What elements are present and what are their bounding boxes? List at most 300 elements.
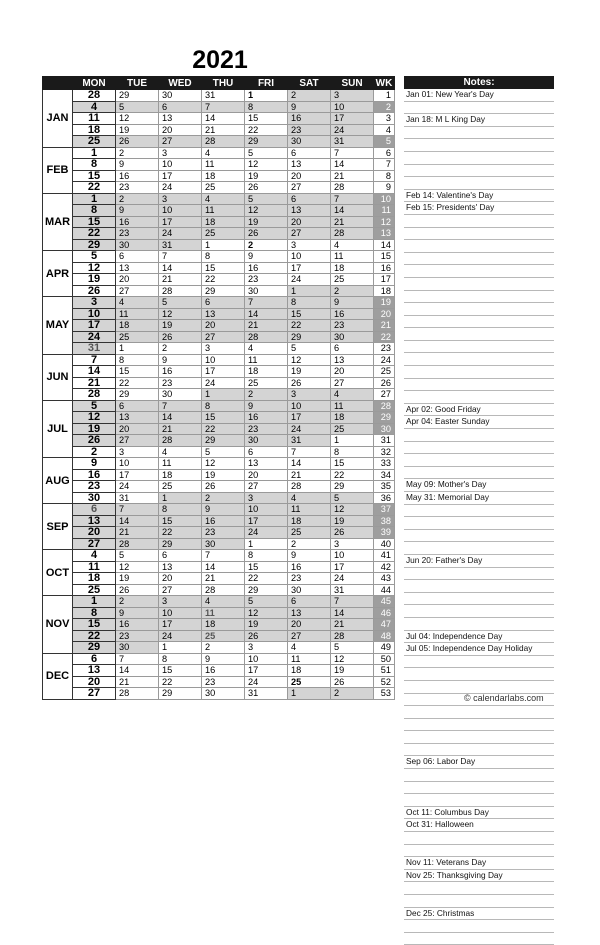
day-cell[interactable]: 11 xyxy=(73,113,116,125)
day-cell[interactable]: 21 xyxy=(331,170,374,182)
day-cell[interactable]: 18 xyxy=(73,124,116,136)
day-cell[interactable]: 4 xyxy=(159,446,202,458)
day-cell[interactable]: 10 xyxy=(288,251,331,263)
day-cell[interactable]: 14 xyxy=(116,515,159,527)
day-cell[interactable]: 14 xyxy=(245,308,288,320)
day-cell[interactable]: 12 xyxy=(245,607,288,619)
note-line[interactable] xyxy=(404,769,554,782)
note-line[interactable] xyxy=(404,278,554,291)
day-cell[interactable]: 17 xyxy=(159,216,202,228)
day-cell[interactable]: 7 xyxy=(202,101,245,113)
day-cell[interactable]: 22 xyxy=(159,527,202,539)
day-cell[interactable]: 3 xyxy=(245,642,288,654)
day-cell[interactable]: 2 xyxy=(202,492,245,504)
day-cell[interactable]: 3 xyxy=(245,492,288,504)
note-line[interactable] xyxy=(404,706,554,719)
day-cell[interactable]: 1 xyxy=(73,596,116,608)
day-cell[interactable]: 25 xyxy=(73,584,116,596)
day-cell[interactable]: 20 xyxy=(159,124,202,136)
day-cell[interactable]: 5 xyxy=(245,596,288,608)
day-cell[interactable]: 2 xyxy=(116,193,159,205)
day-cell[interactable]: 6 xyxy=(73,653,116,665)
day-cell[interactable]: 15 xyxy=(73,216,116,228)
day-cell[interactable]: 6 xyxy=(245,446,288,458)
day-cell[interactable]: 19 xyxy=(116,573,159,585)
day-cell[interactable]: 1 xyxy=(159,492,202,504)
day-cell[interactable]: 8 xyxy=(73,607,116,619)
day-cell[interactable]: 4 xyxy=(202,147,245,159)
day-cell[interactable]: 4 xyxy=(116,297,159,309)
day-cell[interactable]: 21 xyxy=(116,527,159,539)
day-cell[interactable]: 27 xyxy=(288,228,331,240)
day-cell[interactable]: 15 xyxy=(116,366,159,378)
day-cell[interactable]: 22 xyxy=(116,377,159,389)
day-cell[interactable]: 26 xyxy=(202,481,245,493)
day-cell[interactable]: 29 xyxy=(202,285,245,297)
note-line[interactable]: Oct 31: Halloween xyxy=(404,819,554,832)
day-cell[interactable]: 27 xyxy=(73,688,116,700)
day-cell[interactable]: 4 xyxy=(288,492,331,504)
day-cell[interactable]: 10 xyxy=(245,653,288,665)
day-cell[interactable]: 17 xyxy=(331,113,374,125)
day-cell[interactable]: 21 xyxy=(159,423,202,435)
day-cell[interactable]: 13 xyxy=(202,308,245,320)
day-cell[interactable]: 27 xyxy=(245,481,288,493)
day-cell[interactable]: 9 xyxy=(116,205,159,217)
day-cell[interactable]: 18 xyxy=(116,320,159,332)
day-cell[interactable]: 10 xyxy=(159,159,202,171)
day-cell[interactable]: 28 xyxy=(288,481,331,493)
day-cell[interactable]: 16 xyxy=(159,366,202,378)
day-cell[interactable]: 28 xyxy=(331,182,374,194)
day-cell[interactable]: 11 xyxy=(202,607,245,619)
note-line[interactable] xyxy=(404,353,554,366)
day-cell[interactable]: 13 xyxy=(116,412,159,424)
day-cell[interactable]: 5 xyxy=(245,147,288,159)
day-cell[interactable]: 9 xyxy=(116,607,159,619)
day-cell[interactable]: 19 xyxy=(288,366,331,378)
day-cell[interactable]: 26 xyxy=(331,527,374,539)
day-cell[interactable]: 8 xyxy=(73,205,116,217)
day-cell[interactable]: 4 xyxy=(202,596,245,608)
day-cell[interactable]: 22 xyxy=(159,676,202,688)
day-cell[interactable]: 4 xyxy=(245,343,288,355)
day-cell[interactable]: 2 xyxy=(245,239,288,251)
note-line[interactable] xyxy=(404,605,554,618)
day-cell[interactable]: 1 xyxy=(245,538,288,550)
day-cell[interactable]: 16 xyxy=(288,113,331,125)
day-cell[interactable]: 28 xyxy=(331,228,374,240)
day-cell[interactable]: 8 xyxy=(159,504,202,516)
day-cell[interactable]: 28 xyxy=(159,285,202,297)
day-cell[interactable]: 28 xyxy=(159,435,202,447)
day-cell[interactable]: 15 xyxy=(73,619,116,631)
day-cell[interactable]: 11 xyxy=(116,308,159,320)
day-cell[interactable]: 18 xyxy=(202,216,245,228)
day-cell[interactable]: 26 xyxy=(245,182,288,194)
day-cell[interactable]: 12 xyxy=(73,262,116,274)
day-cell[interactable]: 22 xyxy=(73,630,116,642)
note-line[interactable] xyxy=(404,328,554,341)
day-cell[interactable]: 8 xyxy=(73,159,116,171)
day-cell[interactable]: 11 xyxy=(159,458,202,470)
day-cell[interactable]: 19 xyxy=(159,320,202,332)
day-cell[interactable]: 19 xyxy=(73,423,116,435)
day-cell[interactable]: 23 xyxy=(116,630,159,642)
day-cell[interactable]: 10 xyxy=(202,354,245,366)
note-line[interactable] xyxy=(404,215,554,228)
day-cell[interactable]: 22 xyxy=(202,423,245,435)
day-cell[interactable]: 12 xyxy=(159,308,202,320)
day-cell[interactable]: 23 xyxy=(202,676,245,688)
note-line[interactable]: Jul 04: Independence Day xyxy=(404,631,554,644)
note-line[interactable] xyxy=(404,152,554,165)
day-cell[interactable]: 29 xyxy=(202,435,245,447)
day-cell[interactable]: 27 xyxy=(331,377,374,389)
day-cell[interactable]: 26 xyxy=(331,676,374,688)
day-cell[interactable]: 9 xyxy=(116,159,159,171)
day-cell[interactable]: 11 xyxy=(73,561,116,573)
day-cell[interactable]: 1 xyxy=(288,688,331,700)
day-cell[interactable]: 3 xyxy=(159,193,202,205)
day-cell[interactable]: 13 xyxy=(116,262,159,274)
day-cell[interactable]: 11 xyxy=(245,354,288,366)
day-cell[interactable]: 26 xyxy=(288,377,331,389)
day-cell[interactable]: 2 xyxy=(159,343,202,355)
day-cell[interactable]: 13 xyxy=(288,159,331,171)
day-cell[interactable]: 26 xyxy=(116,584,159,596)
day-cell[interactable]: 20 xyxy=(159,573,202,585)
day-cell[interactable]: 9 xyxy=(288,101,331,113)
note-line[interactable] xyxy=(404,429,554,442)
day-cell[interactable]: 15 xyxy=(245,561,288,573)
day-cell[interactable]: 24 xyxy=(331,124,374,136)
note-line[interactable] xyxy=(404,391,554,404)
day-cell[interactable]: 18 xyxy=(73,573,116,585)
note-line[interactable] xyxy=(404,794,554,807)
note-line[interactable] xyxy=(404,303,554,316)
day-cell[interactable]: 5 xyxy=(331,492,374,504)
day-cell[interactable]: 8 xyxy=(245,101,288,113)
day-cell[interactable]: 12 xyxy=(331,504,374,516)
note-line[interactable] xyxy=(404,454,554,467)
day-cell[interactable]: 3 xyxy=(202,343,245,355)
day-cell[interactable]: 9 xyxy=(202,653,245,665)
day-cell[interactable]: 24 xyxy=(159,182,202,194)
day-cell[interactable]: 17 xyxy=(73,320,116,332)
day-cell[interactable]: 13 xyxy=(159,113,202,125)
day-cell[interactable]: 18 xyxy=(159,469,202,481)
day-cell[interactable]: 29 xyxy=(288,331,331,343)
day-cell[interactable]: 9 xyxy=(245,251,288,263)
day-cell[interactable]: 4 xyxy=(331,389,374,401)
day-cell[interactable]: 28 xyxy=(73,389,116,401)
day-cell[interactable]: 14 xyxy=(73,366,116,378)
day-cell[interactable]: 6 xyxy=(116,251,159,263)
day-cell[interactable]: 7 xyxy=(245,297,288,309)
day-cell[interactable]: 8 xyxy=(202,400,245,412)
day-cell[interactable]: 2 xyxy=(331,285,374,297)
day-cell[interactable]: 5 xyxy=(202,446,245,458)
day-cell[interactable]: 7 xyxy=(288,446,331,458)
day-cell[interactable]: 20 xyxy=(116,274,159,286)
note-line[interactable] xyxy=(404,530,554,543)
day-cell[interactable]: 23 xyxy=(245,274,288,286)
day-cell[interactable]: 24 xyxy=(331,573,374,585)
day-cell[interactable]: 21 xyxy=(245,320,288,332)
note-line[interactable] xyxy=(404,580,554,593)
day-cell[interactable]: 25 xyxy=(202,630,245,642)
day-cell[interactable]: 11 xyxy=(202,159,245,171)
day-cell[interactable]: 6 xyxy=(331,343,374,355)
day-cell[interactable]: 9 xyxy=(73,458,116,470)
note-line[interactable] xyxy=(404,127,554,140)
day-cell[interactable]: 25 xyxy=(245,377,288,389)
day-cell[interactable]: 23 xyxy=(159,377,202,389)
day-cell[interactable]: 24 xyxy=(159,228,202,240)
day-cell[interactable]: 12 xyxy=(116,561,159,573)
day-cell[interactable]: 25 xyxy=(331,274,374,286)
day-cell[interactable]: 2 xyxy=(288,538,331,550)
day-cell[interactable]: 5 xyxy=(288,343,331,355)
note-line[interactable]: May 09: Mother's Day xyxy=(404,479,554,492)
day-cell[interactable]: 1 xyxy=(245,90,288,102)
day-cell[interactable]: 1 xyxy=(202,389,245,401)
note-line[interactable]: Feb 15: Presidents' Day xyxy=(404,202,554,215)
day-cell[interactable]: 25 xyxy=(73,136,116,148)
day-cell[interactable]: 20 xyxy=(288,216,331,228)
day-cell[interactable]: 24 xyxy=(245,676,288,688)
day-cell[interactable]: 20 xyxy=(202,320,245,332)
day-cell[interactable]: 22 xyxy=(73,182,116,194)
day-cell[interactable]: 29 xyxy=(116,389,159,401)
day-cell[interactable]: 22 xyxy=(245,124,288,136)
day-cell[interactable]: 13 xyxy=(159,561,202,573)
day-cell[interactable]: 8 xyxy=(202,251,245,263)
note-line[interactable] xyxy=(404,467,554,480)
day-cell[interactable]: 16 xyxy=(331,308,374,320)
note-line[interactable] xyxy=(404,731,554,744)
day-cell[interactable]: 14 xyxy=(202,561,245,573)
day-cell[interactable]: 24 xyxy=(288,274,331,286)
day-cell[interactable]: 28 xyxy=(202,136,245,148)
day-cell[interactable]: 21 xyxy=(159,274,202,286)
day-cell[interactable]: 19 xyxy=(245,170,288,182)
day-cell[interactable]: 6 xyxy=(202,297,245,309)
day-cell[interactable]: 15 xyxy=(288,308,331,320)
day-cell[interactable]: 26 xyxy=(73,285,116,297)
day-cell[interactable]: 5 xyxy=(73,251,116,263)
day-cell[interactable]: 23 xyxy=(116,182,159,194)
day-cell[interactable]: 26 xyxy=(245,630,288,642)
day-cell[interactable]: 9 xyxy=(288,550,331,562)
day-cell[interactable]: 16 xyxy=(245,412,288,424)
day-cell[interactable]: 19 xyxy=(73,274,116,286)
day-cell[interactable]: 23 xyxy=(73,481,116,493)
day-cell[interactable]: 28 xyxy=(331,630,374,642)
day-cell[interactable]: 4 xyxy=(202,193,245,205)
day-cell[interactable]: 26 xyxy=(245,228,288,240)
day-cell[interactable]: 9 xyxy=(245,400,288,412)
day-cell[interactable]: 4 xyxy=(73,550,116,562)
day-cell[interactable]: 17 xyxy=(288,412,331,424)
day-cell[interactable]: 1 xyxy=(288,285,331,297)
day-cell[interactable]: 30 xyxy=(202,688,245,700)
note-line[interactable] xyxy=(404,291,554,304)
note-line[interactable]: Sep 06: Labor Day xyxy=(404,756,554,769)
day-cell[interactable]: 30 xyxy=(245,285,288,297)
note-line[interactable] xyxy=(404,379,554,392)
day-cell[interactable]: 19 xyxy=(245,216,288,228)
day-cell[interactable]: 15 xyxy=(245,113,288,125)
day-cell[interactable]: 28 xyxy=(116,538,159,550)
day-cell[interactable]: 23 xyxy=(245,423,288,435)
day-cell[interactable]: 30 xyxy=(331,331,374,343)
day-cell[interactable]: 22 xyxy=(202,274,245,286)
day-cell[interactable]: 24 xyxy=(73,331,116,343)
day-cell[interactable]: 27 xyxy=(159,584,202,596)
day-cell[interactable]: 8 xyxy=(331,446,374,458)
day-cell[interactable]: 28 xyxy=(202,584,245,596)
day-cell[interactable]: 5 xyxy=(73,400,116,412)
note-line[interactable] xyxy=(404,656,554,669)
day-cell[interactable]: 16 xyxy=(245,262,288,274)
day-cell[interactable]: 4 xyxy=(331,239,374,251)
day-cell[interactable]: 24 xyxy=(202,377,245,389)
day-cell[interactable]: 20 xyxy=(73,676,116,688)
day-cell[interactable]: 3 xyxy=(331,538,374,550)
day-cell[interactable]: 30 xyxy=(288,136,331,148)
day-cell[interactable]: 6 xyxy=(288,596,331,608)
day-cell[interactable]: 9 xyxy=(159,354,202,366)
day-cell[interactable]: 6 xyxy=(73,504,116,516)
day-cell[interactable]: 11 xyxy=(288,504,331,516)
note-line[interactable] xyxy=(404,618,554,631)
day-cell[interactable]: 3 xyxy=(73,297,116,309)
day-cell[interactable]: 2 xyxy=(73,446,116,458)
day-cell[interactable]: 30 xyxy=(73,492,116,504)
note-line[interactable] xyxy=(404,177,554,190)
day-cell[interactable]: 15 xyxy=(202,262,245,274)
note-line[interactable] xyxy=(404,668,554,681)
day-cell[interactable]: 13 xyxy=(73,665,116,677)
day-cell[interactable]: 9 xyxy=(331,297,374,309)
day-cell[interactable]: 22 xyxy=(288,320,331,332)
day-cell[interactable]: 7 xyxy=(331,596,374,608)
day-cell[interactable]: 21 xyxy=(73,377,116,389)
day-cell[interactable]: 17 xyxy=(331,561,374,573)
day-cell[interactable]: 30 xyxy=(159,90,202,102)
day-cell[interactable]: 10 xyxy=(116,458,159,470)
note-line[interactable] xyxy=(404,366,554,379)
day-cell[interactable]: 5 xyxy=(116,550,159,562)
day-cell[interactable]: 12 xyxy=(331,653,374,665)
day-cell[interactable]: 24 xyxy=(116,481,159,493)
note-line[interactable] xyxy=(404,505,554,518)
day-cell[interactable]: 17 xyxy=(245,665,288,677)
day-cell[interactable]: 19 xyxy=(202,469,245,481)
day-cell[interactable]: 6 xyxy=(288,193,331,205)
day-cell[interactable]: 9 xyxy=(202,504,245,516)
day-cell[interactable]: 20 xyxy=(288,619,331,631)
day-cell[interactable]: 7 xyxy=(73,354,116,366)
day-cell[interactable]: 31 xyxy=(73,343,116,355)
day-cell[interactable]: 22 xyxy=(73,228,116,240)
day-cell[interactable]: 31 xyxy=(159,239,202,251)
day-cell[interactable]: 21 xyxy=(116,676,159,688)
day-cell[interactable]: 17 xyxy=(245,515,288,527)
day-cell[interactable]: 20 xyxy=(331,366,374,378)
day-cell[interactable]: 7 xyxy=(116,653,159,665)
day-cell[interactable]: 29 xyxy=(116,90,159,102)
day-cell[interactable]: 24 xyxy=(159,630,202,642)
day-cell[interactable]: 19 xyxy=(331,515,374,527)
day-cell[interactable]: 20 xyxy=(245,469,288,481)
note-line[interactable]: Jan 18: M L King Day xyxy=(404,114,554,127)
day-cell[interactable]: 7 xyxy=(159,251,202,263)
day-cell[interactable]: 11 xyxy=(331,251,374,263)
note-line[interactable] xyxy=(404,920,554,933)
note-line[interactable] xyxy=(404,442,554,455)
note-line[interactable] xyxy=(404,316,554,329)
day-cell[interactable]: 10 xyxy=(331,101,374,113)
day-cell[interactable]: 11 xyxy=(288,653,331,665)
day-cell[interactable]: 18 xyxy=(331,412,374,424)
day-cell[interactable]: 29 xyxy=(245,584,288,596)
day-cell[interactable]: 16 xyxy=(202,665,245,677)
day-cell[interactable]: 24 xyxy=(245,527,288,539)
day-cell[interactable]: 2 xyxy=(245,389,288,401)
day-cell[interactable]: 16 xyxy=(202,515,245,527)
day-cell[interactable]: 17 xyxy=(202,366,245,378)
note-line[interactable] xyxy=(404,341,554,354)
day-cell[interactable]: 6 xyxy=(159,550,202,562)
day-cell[interactable]: 28 xyxy=(73,90,116,102)
day-cell[interactable]: 27 xyxy=(116,285,159,297)
day-cell[interactable]: 27 xyxy=(202,331,245,343)
day-cell[interactable]: 13 xyxy=(73,515,116,527)
day-cell[interactable]: 30 xyxy=(245,435,288,447)
note-line[interactable] xyxy=(404,102,554,115)
day-cell[interactable]: 18 xyxy=(288,665,331,677)
day-cell[interactable]: 7 xyxy=(116,504,159,516)
day-cell[interactable]: 29 xyxy=(73,642,116,654)
day-cell[interactable]: 8 xyxy=(288,297,331,309)
day-cell[interactable]: 30 xyxy=(288,584,331,596)
day-cell[interactable]: 13 xyxy=(288,205,331,217)
day-cell[interactable]: 14 xyxy=(116,665,159,677)
day-cell[interactable]: 31 xyxy=(245,688,288,700)
day-cell[interactable]: 25 xyxy=(202,182,245,194)
day-cell[interactable]: 25 xyxy=(159,481,202,493)
note-line[interactable]: Nov 11: Veterans Day xyxy=(404,857,554,870)
day-cell[interactable]: 15 xyxy=(159,515,202,527)
day-cell[interactable]: 14 xyxy=(331,159,374,171)
day-cell[interactable]: 17 xyxy=(288,262,331,274)
day-cell[interactable]: 15 xyxy=(73,170,116,182)
day-cell[interactable]: 23 xyxy=(331,320,374,332)
day-cell[interactable]: 6 xyxy=(288,147,331,159)
day-cell[interactable]: 29 xyxy=(331,481,374,493)
day-cell[interactable]: 14 xyxy=(331,205,374,217)
note-line[interactable] xyxy=(404,253,554,266)
day-cell[interactable]: 15 xyxy=(331,458,374,470)
day-cell[interactable]: 27 xyxy=(116,435,159,447)
day-cell[interactable]: 27 xyxy=(288,182,331,194)
day-cell[interactable]: 8 xyxy=(159,653,202,665)
day-cell[interactable]: 30 xyxy=(116,642,159,654)
day-cell[interactable]: 16 xyxy=(116,170,159,182)
